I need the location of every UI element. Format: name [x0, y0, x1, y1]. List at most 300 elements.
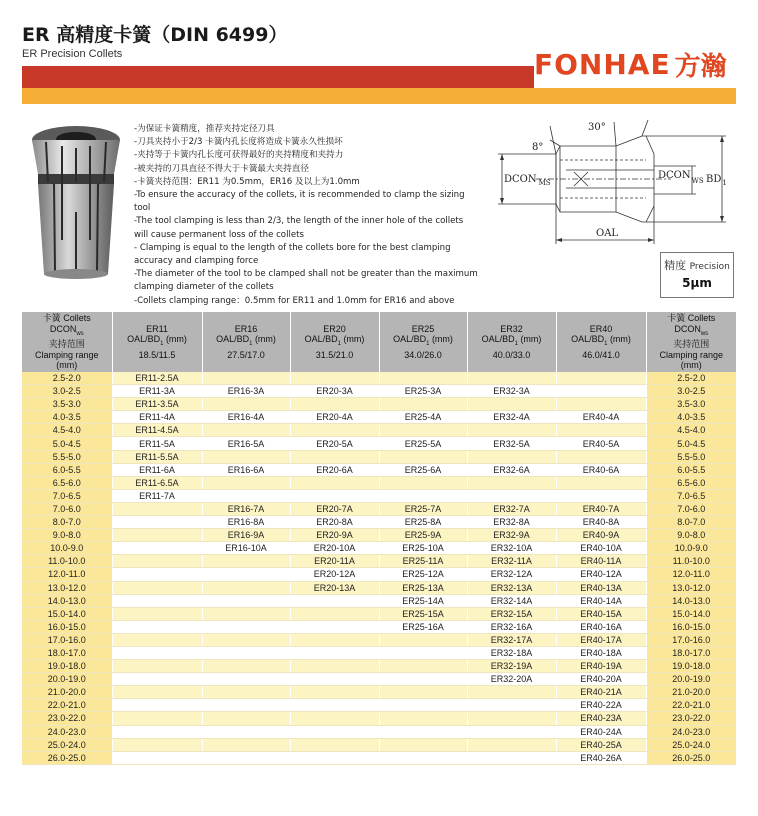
- collet-code-cell: ER40-13A: [556, 581, 646, 594]
- collet-code-cell: ER25-15A: [379, 607, 467, 620]
- clamping-range-cell: 25.0-24.0: [22, 738, 112, 751]
- collet-code-cell: [112, 529, 202, 542]
- collet-code-cell: [556, 476, 646, 489]
- collet-code-cell: [112, 751, 202, 764]
- collet-code-cell: [290, 607, 379, 620]
- table-row: [22, 476, 736, 489]
- collet-code-cell: ER11-6.5A: [112, 476, 202, 489]
- collet-code-cell: ER40-21A: [556, 686, 646, 699]
- clamping-range-cell: 5.0-4.5: [22, 437, 112, 450]
- table-row: [22, 411, 736, 424]
- collet-code-cell: [467, 699, 556, 712]
- collet-code-cell: ER25-9A: [379, 529, 467, 542]
- collet-code-cell: ER40-22A: [556, 699, 646, 712]
- header-er11: ER11 OAL/$BD_1$ (mm) 18.5/11.5: [112, 312, 202, 372]
- collet-code-cell: [290, 712, 379, 725]
- collet-code-cell: ER32-17A: [467, 633, 556, 646]
- collet-code-cell: [290, 633, 379, 646]
- collet-code-cell: ER32-8A: [467, 516, 556, 529]
- collet-code-cell: [112, 568, 202, 581]
- collet-code-cell: [202, 725, 290, 738]
- clamping-range-cell: 14.0-13.0: [646, 594, 736, 607]
- collet-code-cell: [290, 738, 379, 751]
- collet-code-cell: ER32-20A: [467, 673, 556, 686]
- collet-code-cell: [379, 751, 467, 764]
- page-title: ER 高精度卡簧（DIN 6499）: [22, 24, 288, 46]
- collet-code-cell: [112, 673, 202, 686]
- note-line: - Clamping is equal to the length of the collets bore for the best clamping accuracy and clamping force: [134, 242, 451, 267]
- collet-code-cell: ER11-3.5A: [112, 398, 202, 411]
- collet-code-cell: [202, 751, 290, 764]
- dcon-ms-label: DCON $_{MS}$: [504, 174, 551, 187]
- header-er16: ER16 OAL/$BD_1$ (mm) 27.5/17.0: [202, 312, 290, 372]
- table-row: [22, 725, 736, 738]
- collet-code-cell: ER40-6A: [556, 463, 646, 476]
- collet-code-cell: [202, 686, 290, 699]
- table-row: [22, 686, 736, 699]
- collet-code-cell: ER25-6A: [379, 463, 467, 476]
- collet-code-cell: [112, 712, 202, 725]
- clamping-range-cell: 7.0-6.5: [22, 489, 112, 502]
- table-row: [22, 607, 736, 620]
- collet-code-cell: [467, 725, 556, 738]
- clamping-range-cell: 8.0-7.0: [22, 516, 112, 529]
- clamping-range-cell: 16.0-15.0: [22, 620, 112, 633]
- collet-code-cell: ER32-4A: [467, 411, 556, 424]
- table-row: [22, 594, 736, 607]
- collet-code-cell: ER25-3A: [379, 385, 467, 398]
- note-line: -为保证卡簧精度，推荐夹持定径刀具: [134, 124, 275, 134]
- table-row: [22, 424, 736, 437]
- collet-code-cell: [467, 489, 556, 502]
- collet-code-cell: [379, 699, 467, 712]
- collet-code-cell: [379, 725, 467, 738]
- collet-code-cell: ER40-19A: [556, 660, 646, 673]
- table-row: [22, 568, 736, 581]
- collet-code-cell: ER25-13A: [379, 581, 467, 594]
- clamping-range-cell: 22.0-21.0: [22, 699, 112, 712]
- collet-code-cell: ER16-5A: [202, 437, 290, 450]
- angle-30-label: 30°: [588, 122, 606, 133]
- collet-code-cell: [202, 607, 290, 620]
- collet-code-cell: ER20-9A: [290, 529, 379, 542]
- collet-code-cell: ER25-7A: [379, 502, 467, 515]
- collet-code-cell: [467, 372, 556, 385]
- collet-code-cell: [290, 424, 379, 437]
- clamping-range-cell: 17.0-16.0: [22, 633, 112, 646]
- collet-code-cell: [112, 607, 202, 620]
- clamping-range-cell: 7.0-6.5: [646, 489, 736, 502]
- collet-code-cell: ER32-7A: [467, 502, 556, 515]
- clamping-range-cell: 19.0-18.0: [22, 660, 112, 673]
- collet-code-cell: ER40-10A: [556, 542, 646, 555]
- clamping-range-cell: 25.0-24.0: [646, 738, 736, 751]
- collet-code-cell: ER20-4A: [290, 411, 379, 424]
- collet-code-cell: ER20-11A: [290, 555, 379, 568]
- collet-code-cell: [112, 699, 202, 712]
- clamping-range-cell: 16.0-15.0: [646, 620, 736, 633]
- collet-code-cell: ER32-19A: [467, 660, 556, 673]
- collet-code-cell: ER40-8A: [556, 516, 646, 529]
- collet-code-cell: [202, 738, 290, 751]
- collet-code-cell: [202, 581, 290, 594]
- collet-code-cell: [290, 646, 379, 659]
- collet-code-cell: [379, 712, 467, 725]
- collet-code-cell: [379, 660, 467, 673]
- collet-dimension-drawing: [496, 116, 740, 256]
- clamping-range-cell: 3.5-3.0: [646, 398, 736, 411]
- collet-code-cell: ER32-11A: [467, 555, 556, 568]
- collet-code-cell: ER32-15A: [467, 607, 556, 620]
- clamping-range-cell: 14.0-13.0: [22, 594, 112, 607]
- collet-code-cell: ER40-17A: [556, 633, 646, 646]
- collet-code-cell: [379, 398, 467, 411]
- clamping-range-cell: 3.5-3.0: [22, 398, 112, 411]
- clamping-range-cell: 3.0-2.5: [22, 385, 112, 398]
- collet-code-cell: ER20-12A: [290, 568, 379, 581]
- collet-code-cell: [467, 712, 556, 725]
- collet-code-cell: ER20-6A: [290, 463, 379, 476]
- oal-label: OAL: [596, 228, 619, 239]
- collet-code-cell: [467, 476, 556, 489]
- collet-code-cell: ER25-11A: [379, 555, 467, 568]
- clamping-range-cell: 6.0-5.5: [646, 463, 736, 476]
- bd-label: $BD_1$: [706, 174, 727, 187]
- collet-code-cell: [290, 372, 379, 385]
- collet-code-cell: [290, 450, 379, 463]
- header-er40: ER40 OAL/$BD_1$ (mm) 46.0/41.0: [556, 312, 646, 372]
- collet-code-cell: [112, 581, 202, 594]
- collet-code-cell: ER25-10A: [379, 542, 467, 555]
- clamping-range-cell: 10.0-9.0: [22, 542, 112, 555]
- table-row: [22, 437, 736, 450]
- collet-code-cell: [112, 633, 202, 646]
- collet-code-cell: [290, 725, 379, 738]
- collet-code-cell: [112, 516, 202, 529]
- table-row: [22, 502, 736, 515]
- collet-code-cell: ER32-13A: [467, 581, 556, 594]
- collet-code-cell: ER25-5A: [379, 437, 467, 450]
- collet-code-cell: ER11-2.5A: [112, 372, 202, 385]
- collet-code-cell: [112, 646, 202, 659]
- collet-code-cell: ER32-9A: [467, 529, 556, 542]
- collet-code-cell: [467, 686, 556, 699]
- usage-notes: [134, 123, 479, 308]
- clamping-range-cell: 19.0-18.0: [646, 660, 736, 673]
- table-row: [22, 542, 736, 555]
- collet-code-cell: [379, 686, 467, 699]
- clamping-range-cell: 12.0-11.0: [646, 568, 736, 581]
- collet-code-cell: [379, 424, 467, 437]
- collet-code-cell: ER32-10A: [467, 542, 556, 555]
- note-line: -刀具夹持小于2/3 卡簧内孔长度将造成卡簧永久性损坏: [134, 137, 343, 148]
- collet-code-cell: [202, 660, 290, 673]
- collet-code-cell: [379, 476, 467, 489]
- collet-code-cell: [112, 555, 202, 568]
- table-row: [22, 529, 736, 542]
- clamping-range-cell: 4.5-4.0: [22, 424, 112, 437]
- collet-code-cell: [290, 398, 379, 411]
- orange-header-bar: [22, 88, 736, 104]
- precision-label-en: Precision: [689, 262, 730, 272]
- collet-code-cell: [202, 489, 290, 502]
- collet-code-cell: [556, 489, 646, 502]
- table-row: [22, 699, 736, 712]
- collet-code-cell: [556, 450, 646, 463]
- collet-code-cell: [202, 555, 290, 568]
- collet-code-cell: ER20-10A: [290, 542, 379, 555]
- collet-code-cell: ER40-18A: [556, 646, 646, 659]
- logo-text-cn: 方瀚: [674, 51, 727, 82]
- clamping-range-cell: 6.5-6.0: [646, 476, 736, 489]
- clamping-range-cell: 5.0-4.5: [646, 437, 736, 450]
- clamping-range-cell: 18.0-17.0: [646, 646, 736, 659]
- clamping-range-cell: 26.0-25.0: [646, 751, 736, 764]
- precision-label-cn: 精度: [664, 259, 687, 272]
- angle-8-label: 8°: [532, 142, 544, 153]
- collet-code-cell: ER16-8A: [202, 516, 290, 529]
- collet-code-cell: ER32-14A: [467, 594, 556, 607]
- collet-code-cell: [202, 594, 290, 607]
- collet-code-cell: [556, 424, 646, 437]
- collet-code-cell: ER40-9A: [556, 529, 646, 542]
- collet-code-cell: [379, 489, 467, 502]
- table-row: [22, 738, 736, 751]
- collet-code-cell: [290, 673, 379, 686]
- collet-code-cell: ER40-16A: [556, 620, 646, 633]
- collet-code-cell: ER16-6A: [202, 463, 290, 476]
- table-row: [22, 450, 736, 463]
- collet-code-cell: [112, 686, 202, 699]
- collet-code-cell: [202, 450, 290, 463]
- collet-code-cell: ER40-12A: [556, 568, 646, 581]
- table-row: [22, 516, 736, 529]
- collet-code-cell: ER11-4.5A: [112, 424, 202, 437]
- collet-code-cell: ER40-23A: [556, 712, 646, 725]
- table-row: [22, 633, 736, 646]
- collet-code-cell: ER40-26A: [556, 751, 646, 764]
- clamping-range-cell: 11.0-10.0: [646, 555, 736, 568]
- collet-code-cell: ER20-8A: [290, 516, 379, 529]
- collet-code-cell: ER40-14A: [556, 594, 646, 607]
- collet-code-cell: ER40-25A: [556, 738, 646, 751]
- dcon-ws-label: $DCON_{WS}$: [658, 170, 704, 185]
- note-line: -卡簧夹持范围：ER11 为0.5mm，ER16 及以上为1.0mm: [134, 176, 360, 187]
- collet-code-cell: ER32-12A: [467, 568, 556, 581]
- collet-code-cell: ER40-15A: [556, 607, 646, 620]
- collet-code-cell: [112, 594, 202, 607]
- clamping-range-cell: 26.0-25.0: [22, 751, 112, 764]
- clamping-range-cell: 21.0-20.0: [22, 686, 112, 699]
- collet-code-cell: ER40-4A: [556, 411, 646, 424]
- clamping-range-cell: 8.0-7.0: [646, 516, 736, 529]
- table-row: [22, 555, 736, 568]
- collet-code-cell: ER11-6A: [112, 463, 202, 476]
- clamping-range-cell: 23.0-22.0: [22, 712, 112, 725]
- collet-code-cell: ER25-12A: [379, 568, 467, 581]
- clamping-range-cell: 6.5-6.0: [22, 476, 112, 489]
- collet-code-cell: [290, 476, 379, 489]
- table-row: [22, 372, 736, 385]
- clamping-range-cell: 15.0-14.0: [646, 607, 736, 620]
- collet-code-cell: [379, 450, 467, 463]
- collet-code-cell: ER11-3A: [112, 385, 202, 398]
- clamping-range-cell: 22.0-21.0: [646, 699, 736, 712]
- collet-code-cell: [379, 372, 467, 385]
- collet-code-cell: [467, 738, 556, 751]
- note-line: -Collets clamping range：0.5mm for ER11 and 1.0mm for ER16 and above: [134, 295, 455, 306]
- clamping-range-cell: 4.5-4.0: [646, 424, 736, 437]
- collet-code-cell: ER25-8A: [379, 516, 467, 529]
- clamping-range-cell: 24.0-23.0: [646, 725, 736, 738]
- page-subtitle: ER Precision Collets: [22, 48, 123, 60]
- collet-code-cell: ER11-7A: [112, 489, 202, 502]
- collet-code-cell: [379, 633, 467, 646]
- clamping-range-cell: 17.0-16.0: [646, 633, 736, 646]
- collet-code-cell: ER11-5A: [112, 437, 202, 450]
- clamping-range-cell: 21.0-20.0: [646, 686, 736, 699]
- collet-code-cell: ER40-24A: [556, 725, 646, 738]
- table-row: [22, 581, 736, 594]
- collet-code-cell: [290, 751, 379, 764]
- table-row: [22, 646, 736, 659]
- collet-code-cell: ER20-7A: [290, 502, 379, 515]
- collet-code-cell: [112, 725, 202, 738]
- collet-code-cell: [112, 738, 202, 751]
- collet-code-cell: [379, 673, 467, 686]
- clamping-range-cell: 7.0-6.0: [646, 502, 736, 515]
- collet-code-cell: ER40-7A: [556, 502, 646, 515]
- table-row: [22, 673, 736, 686]
- table-row: [22, 463, 736, 476]
- header-er25: ER25 OAL/$BD_1$ (mm) 34.0/26.0: [379, 312, 467, 372]
- collet-code-cell: [202, 398, 290, 411]
- clamping-range-cell: 20.0-19.0: [22, 673, 112, 686]
- collet-code-cell: [202, 424, 290, 437]
- collet-code-cell: ER16-9A: [202, 529, 290, 542]
- collet-code-cell: ER32-3A: [467, 385, 556, 398]
- clamping-range-cell: 9.0-8.0: [22, 529, 112, 542]
- collet-code-cell: ER20-5A: [290, 437, 379, 450]
- collet-code-cell: [467, 398, 556, 411]
- clamping-range-cell: 5.5-5.0: [22, 450, 112, 463]
- collet-code-cell: ER40-5A: [556, 437, 646, 450]
- collet-code-cell: [202, 699, 290, 712]
- clamping-range-cell: 9.0-8.0: [646, 529, 736, 542]
- collet-code-cell: ER11-5.5A: [112, 450, 202, 463]
- collet-code-cell: [290, 699, 379, 712]
- collet-code-cell: ER16-7A: [202, 502, 290, 515]
- clamping-range-cell: 15.0-14.0: [22, 607, 112, 620]
- table-row: [22, 660, 736, 673]
- collet-code-cell: ER25-16A: [379, 620, 467, 633]
- collet-code-cell: [556, 385, 646, 398]
- collet-code-cell: ER20-3A: [290, 385, 379, 398]
- precision-box: [660, 252, 734, 298]
- table-row: [22, 385, 736, 398]
- collet-code-cell: [202, 476, 290, 489]
- clamping-range-cell: 2.5-2.0: [646, 372, 736, 385]
- collet-code-cell: ER16-4A: [202, 411, 290, 424]
- collet-code-cell: [202, 646, 290, 659]
- note-line: -The tool clamping is less than 2/3, the length of the inner hole of the collets will cause permanent loss of the collets: [134, 216, 464, 240]
- collet-photo: [22, 122, 130, 282]
- clamping-range-cell: 4.0-3.5: [22, 411, 112, 424]
- collet-code-cell: [202, 673, 290, 686]
- table-row: [22, 489, 736, 502]
- clamping-range-cell: 18.0-17.0: [22, 646, 112, 659]
- collet-code-cell: [290, 594, 379, 607]
- collet-code-cell: [556, 372, 646, 385]
- collet-code-cell: ER32-6A: [467, 463, 556, 476]
- collet-code-cell: [467, 424, 556, 437]
- header-clamping-range-left: 卡簧 Collets $DCON_{ws}$ 夹持范围 Clamping range (mm): [22, 312, 112, 372]
- collet-code-cell: [202, 620, 290, 633]
- clamping-range-cell: 7.0-6.0: [22, 502, 112, 515]
- collet-code-cell: [202, 633, 290, 646]
- collet-code-cell: [467, 450, 556, 463]
- note-line: -被夹持的刀具直径不得大于卡簧最大夹持直径: [134, 163, 309, 174]
- collet-code-cell: ER25-14A: [379, 594, 467, 607]
- brand-logo: [534, 44, 727, 84]
- table-row: [22, 751, 736, 764]
- precision-value: 5μm: [682, 276, 712, 290]
- header-er20: ER20 OAL/$BD_1$ (mm) 31.5/21.0: [290, 312, 379, 372]
- collet-code-cell: ER32-5A: [467, 437, 556, 450]
- header-er32: ER32 OAL/$BD_1$ (mm) 40.0/33.0: [467, 312, 556, 372]
- clamping-range-cell: 11.0-10.0: [22, 555, 112, 568]
- clamping-range-cell: 5.5-5.0: [646, 450, 736, 463]
- header-clamping-range-right: 卡簧 Collets $DCON_{ws}$ 夹持范围 Clamping range (mm): [646, 312, 736, 372]
- table-row: [22, 620, 736, 633]
- collet-code-cell: ER25-4A: [379, 411, 467, 424]
- collet-code-cell: [290, 489, 379, 502]
- table-row: [22, 398, 736, 411]
- collet-code-cell: [379, 646, 467, 659]
- collet-code-cell: [556, 398, 646, 411]
- clamping-range-cell: 4.0-3.5: [646, 411, 736, 424]
- collet-code-cell: [112, 502, 202, 515]
- clamping-range-cell: 3.0-2.5: [646, 385, 736, 398]
- collet-code-cell: ER32-18A: [467, 646, 556, 659]
- collet-code-cell: [112, 620, 202, 633]
- clamping-range-cell: 13.0-12.0: [646, 581, 736, 594]
- collet-code-cell: ER32-16A: [467, 620, 556, 633]
- collet-code-cell: [290, 660, 379, 673]
- collet-code-cell: [379, 738, 467, 751]
- collet-code-cell: ER40-20A: [556, 673, 646, 686]
- note-line: -The diameter of the tool to be clamped shall not be greater than the maximum clamping diameter of the collets: [134, 269, 478, 293]
- table-header-row: [22, 312, 736, 372]
- collet-code-cell: [112, 660, 202, 673]
- collet-code-cell: ER40-11A: [556, 555, 646, 568]
- collet-code-cell: ER11-4A: [112, 411, 202, 424]
- collet-code-cell: [202, 372, 290, 385]
- clamping-range-cell: 12.0-11.0: [22, 568, 112, 581]
- collet-code-cell: [112, 542, 202, 555]
- collet-code-cell: [290, 686, 379, 699]
- collet-code-cell: [467, 751, 556, 764]
- logo-text-en: FONHAE: [534, 47, 671, 81]
- collet-spec-table: [22, 312, 736, 765]
- clamping-range-cell: 6.0-5.5: [22, 463, 112, 476]
- red-header-bar: [22, 66, 534, 88]
- clamping-range-cell: 24.0-23.0: [22, 725, 112, 738]
- clamping-range-cell: 10.0-9.0: [646, 542, 736, 555]
- collet-code-cell: [290, 620, 379, 633]
- clamping-range-cell: 13.0-12.0: [22, 581, 112, 594]
- clamping-range-cell: 2.5-2.0: [22, 372, 112, 385]
